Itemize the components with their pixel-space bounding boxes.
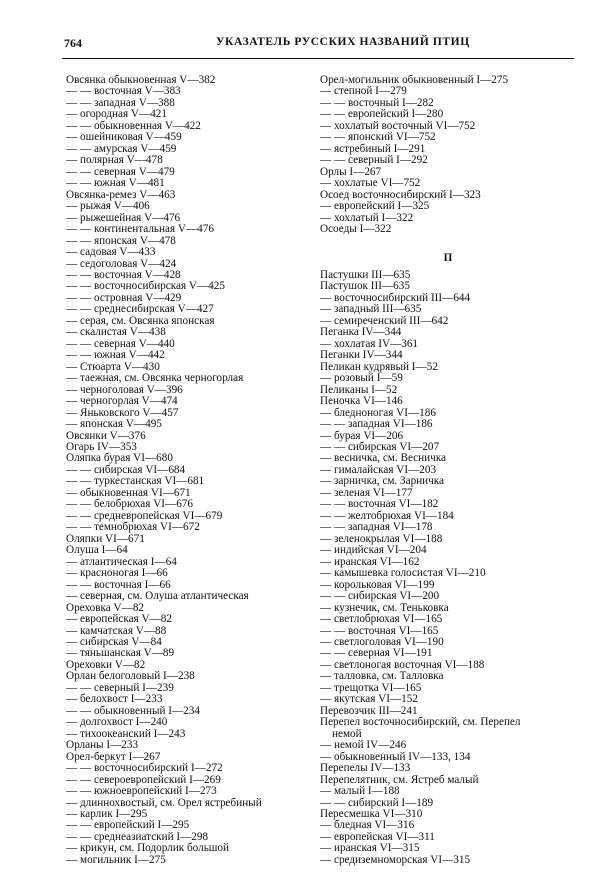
index-entry: — светлоногая восточная VI—188 bbox=[320, 658, 485, 671]
index-entry: — тяньшанская V—89 bbox=[66, 647, 175, 660]
index-entry: — зарничка, см. Зарничка bbox=[320, 475, 445, 488]
index-entry: Оляпки VI—671 bbox=[66, 532, 145, 545]
index-entry: Орлан белоголовый I—238 bbox=[66, 670, 195, 683]
index-entry: — — южноевропейский I—273 bbox=[66, 785, 217, 798]
index-entry: — крикун, см. Подорлик большой bbox=[66, 842, 229, 855]
index-entry: — восточносибирский III—644 bbox=[320, 291, 471, 304]
index-entry: — — северная V—440 bbox=[66, 337, 175, 350]
index-entry: — белохвост I—233 bbox=[66, 693, 163, 706]
index-entry: — — западная VI—186 bbox=[320, 418, 433, 431]
index-entry: — камчатская V—88 bbox=[66, 624, 167, 637]
index-entry: Орлы I—267 bbox=[320, 165, 382, 178]
index-entry: — бледная VI—316 bbox=[320, 819, 415, 832]
index-entry: — — восточная VI—182 bbox=[320, 498, 439, 511]
index-entry: — — северный I—292 bbox=[320, 154, 428, 167]
index-entry: — — западная V—388 bbox=[66, 96, 175, 109]
entries-group-o bbox=[320, 75, 576, 236]
index-entry: — корольковая VI—199 bbox=[320, 578, 435, 591]
index-entry: — немой IV—246 bbox=[320, 739, 407, 752]
index-entry: Пеганки IV—344 bbox=[320, 349, 403, 362]
index-entry: — обыкновенный IV—133, 134 bbox=[320, 750, 471, 763]
index-entry: — длиннохвостый, см. Орел ястребиный bbox=[66, 796, 262, 809]
index-entry: — рыжая V—406 bbox=[66, 200, 150, 213]
index-entry: — — восточная V—383 bbox=[66, 85, 181, 98]
index-entry: — — восточная VI—165 bbox=[320, 624, 439, 637]
index-entry: — — туркестанская VI—681 bbox=[66, 475, 205, 488]
index-entry: — — темнобрюхая VI—672 bbox=[66, 521, 200, 534]
index-entry: — иранская VI—162 bbox=[320, 555, 420, 568]
index-entry: — индийская VI—204 bbox=[320, 544, 427, 557]
index-entry: — европейский I—325 bbox=[320, 200, 430, 213]
index-entry: Овсянки V—376 bbox=[66, 429, 146, 442]
index-entry: — — южная V—481 bbox=[66, 177, 165, 190]
index-entry: — могильник I—275 bbox=[66, 853, 166, 866]
index-entry: Ореховка V—82 bbox=[66, 601, 145, 614]
index-entry: — — северная VI—191 bbox=[320, 647, 433, 660]
index-entry: — — желтобрюхая VI—184 bbox=[320, 509, 454, 522]
index-entry: — иранская VI—315 bbox=[320, 842, 420, 855]
index-entry-continuation: немой bbox=[332, 727, 362, 740]
index-entry: — бледноногая VI—186 bbox=[320, 406, 436, 419]
index-entry: Осоеды I—322 bbox=[320, 223, 392, 236]
index-entry: — — восточная V—428 bbox=[66, 268, 181, 281]
index-entry: — рыжешейная V—476 bbox=[66, 211, 181, 224]
index-entry: Орел-могильник обыкновенный I—275 bbox=[320, 74, 509, 86]
index-entry: — — сибирская VI—684 bbox=[66, 463, 186, 476]
section-letter: П bbox=[443, 252, 453, 265]
index-entry: — малый I—188 bbox=[320, 785, 400, 798]
index-entry: Перепелы IV—133 bbox=[320, 762, 411, 775]
index-entry: — красноногая I—66 bbox=[66, 567, 168, 580]
index-entry: — долгохвост I—240 bbox=[66, 716, 168, 729]
index-entry: Осоед восточносибирский I—323 bbox=[320, 188, 481, 201]
index-entry: — европейская VI—311 bbox=[320, 830, 435, 843]
index-entry: Пеночка VI—146 bbox=[320, 395, 403, 408]
index-entry: — северная, см. Олуша атлантическая bbox=[66, 590, 249, 603]
index-entry: — — северная V—479 bbox=[66, 165, 175, 178]
index-entry: Перепел восточносибирский, см. Перепел bbox=[320, 716, 521, 729]
index-entry: — европейская V—82 bbox=[66, 613, 172, 626]
index-entry: — — японская V—478 bbox=[66, 234, 176, 247]
index-entry: — западный III—635 bbox=[320, 303, 422, 316]
header-divider bbox=[62, 58, 574, 59]
index-entry: — — средневропейская VI—679 bbox=[66, 509, 223, 522]
index-entry: Пеликаны I—52 bbox=[320, 383, 398, 396]
index-entry: — розовый I—59 bbox=[320, 372, 403, 385]
index-entry: — сибирская V—84 bbox=[66, 635, 162, 648]
index-entry: — — обыкновенный I—234 bbox=[66, 704, 200, 717]
index-entry: — — континентальная V—476 bbox=[66, 223, 214, 236]
index-entry: Пеликан кудрявый I—52 bbox=[320, 360, 438, 373]
entries-group-p-continued bbox=[320, 740, 576, 866]
index-entry: — таежная, см. Овсянка черногорлая bbox=[66, 372, 244, 385]
index-entry: Пастушок III—635 bbox=[320, 280, 410, 293]
index-entry: — — японский VI—752 bbox=[320, 131, 436, 144]
index-entry: — — обыкновенная V—422 bbox=[66, 119, 201, 132]
index-entry: Перевозчик III—241 bbox=[320, 704, 418, 717]
index-entry: — трещотка VI—165 bbox=[320, 681, 422, 694]
index-entry: — весничка, см. Весничка bbox=[320, 452, 446, 465]
index-entry: — — европейский I—280 bbox=[320, 108, 444, 121]
index-entry: — — восточный I—282 bbox=[320, 96, 434, 109]
index-entry: — атлантическая I—64 bbox=[66, 555, 177, 568]
index-entry: — — южная V—442 bbox=[66, 349, 165, 362]
index-entry: Овсянка-ремез V—463 bbox=[66, 188, 176, 201]
running-title: УКАЗАТЕЛЬ РУССКИХ НАЗВАНИЙ ПТИЦ bbox=[216, 36, 470, 48]
entries-group-p bbox=[320, 270, 576, 717]
index-entry: — — восточносибирский I—272 bbox=[66, 762, 223, 775]
index-entry: — — европейский I—295 bbox=[66, 819, 190, 832]
index-entry: — черногорлая V—474 bbox=[66, 395, 178, 408]
index-entry: — — сибирская VI—207 bbox=[320, 441, 440, 454]
index-entry: — — североевропейский I—269 bbox=[66, 773, 221, 786]
index-entry: — скалистая V—438 bbox=[66, 326, 166, 339]
index-entry: Овсянка обыкновенная V—382 bbox=[66, 74, 216, 86]
index-entry: — хохлатые VI—752 bbox=[320, 177, 421, 190]
index-entry: — — северный I—239 bbox=[66, 681, 174, 694]
index-entry: — — среднесибирская V—427 bbox=[66, 303, 214, 316]
page-number: 764 bbox=[64, 36, 82, 50]
index-entry: — хохлатая IV—361 bbox=[320, 337, 419, 350]
index-column-right bbox=[320, 75, 576, 866]
index-entry: — — восточносибирская V—425 bbox=[66, 280, 225, 293]
index-entry: — зеленокрылая VI—188 bbox=[320, 532, 443, 545]
index-entry: Орланы I—233 bbox=[66, 739, 139, 752]
index-entry: — полярная V—478 bbox=[66, 154, 163, 167]
index-entry: Пеганка IV—344 bbox=[320, 326, 402, 339]
index-entry: — садовая V—433 bbox=[66, 246, 156, 259]
index-entry: — — амурская V—459 bbox=[66, 142, 177, 155]
index-entry: — хохлатый восточный VI—752 bbox=[320, 119, 476, 132]
index-entry: — бурая VI—206 bbox=[320, 429, 404, 442]
index-entry: Орел-беркут I—267 bbox=[66, 750, 161, 763]
index-entry: — светлоголовая VI—190 bbox=[320, 635, 444, 648]
index-entry: — талловка, см. Талловка bbox=[320, 670, 444, 683]
index-entry: Оляпка бурая VI—680 bbox=[66, 452, 173, 465]
index-entry: — ошейниковая V—459 bbox=[66, 131, 182, 144]
index-entry: Пересмешка VI—310 bbox=[320, 808, 423, 821]
index-entry: — — западная VI—178 bbox=[320, 521, 433, 534]
index-entry: — кузнечик, см. Теньковка bbox=[320, 601, 449, 614]
index-entry: — — среднеазиатский I—298 bbox=[66, 830, 209, 843]
index-entry: — огородная V—421 bbox=[66, 108, 167, 121]
index-entry: — серая, см. Овсянка японская bbox=[66, 314, 215, 327]
index-entry: — зеленая VI—177 bbox=[320, 486, 413, 499]
index-entry: — средиземноморская VI—315 bbox=[320, 853, 471, 866]
index-entry: — светлобрюхая VI—165 bbox=[320, 613, 443, 626]
index-column-left bbox=[66, 75, 316, 866]
index-entry: Олуша I—64 bbox=[66, 544, 128, 557]
index-entry: — камышевка голосистая VI—210 bbox=[320, 567, 486, 580]
index-entry: Огарь IV—353 bbox=[66, 441, 137, 453]
index-entry: Ореховки V—82 bbox=[66, 658, 146, 671]
index-entry: Пастушки III—635 bbox=[320, 268, 411, 281]
index-entry: — якутская VI—152 bbox=[320, 693, 418, 706]
index-entry: Перепелятник, см. Ястреб малый bbox=[320, 773, 479, 786]
index-entry: — — сибирский I—189 bbox=[320, 796, 434, 809]
page-header bbox=[62, 36, 574, 52]
index-entry: — ястребиный I—291 bbox=[320, 142, 426, 155]
index-entry: — степной I—279 bbox=[320, 85, 407, 98]
index-entry: — хохлатый I—322 bbox=[320, 211, 414, 224]
index-entry: — обыкновенная VI—671 bbox=[66, 486, 191, 499]
index-entry: — тихоокеанский I—243 bbox=[66, 727, 186, 740]
index-entry: — гималайская VI—203 bbox=[320, 463, 437, 476]
index-entry: — черноголовая V—396 bbox=[66, 383, 183, 396]
index-entry: — японская V—495 bbox=[66, 418, 162, 431]
index-entry: — — белобрюхая VI—676 bbox=[66, 498, 193, 511]
index-entry: — карлик I—295 bbox=[66, 808, 148, 820]
index-entry: — Стюарта V—430 bbox=[66, 360, 160, 373]
index-entry: — семиреченский III—642 bbox=[320, 314, 449, 327]
index-entry: — — восточная I—66 bbox=[66, 578, 171, 591]
index-entry: — — островная V—429 bbox=[66, 291, 182, 304]
index-entry: — седоголовая V—424 bbox=[66, 257, 177, 270]
index-entry: — — сибирская VI—200 bbox=[320, 590, 440, 603]
index-entry: — Яньковского V—457 bbox=[66, 406, 179, 419]
